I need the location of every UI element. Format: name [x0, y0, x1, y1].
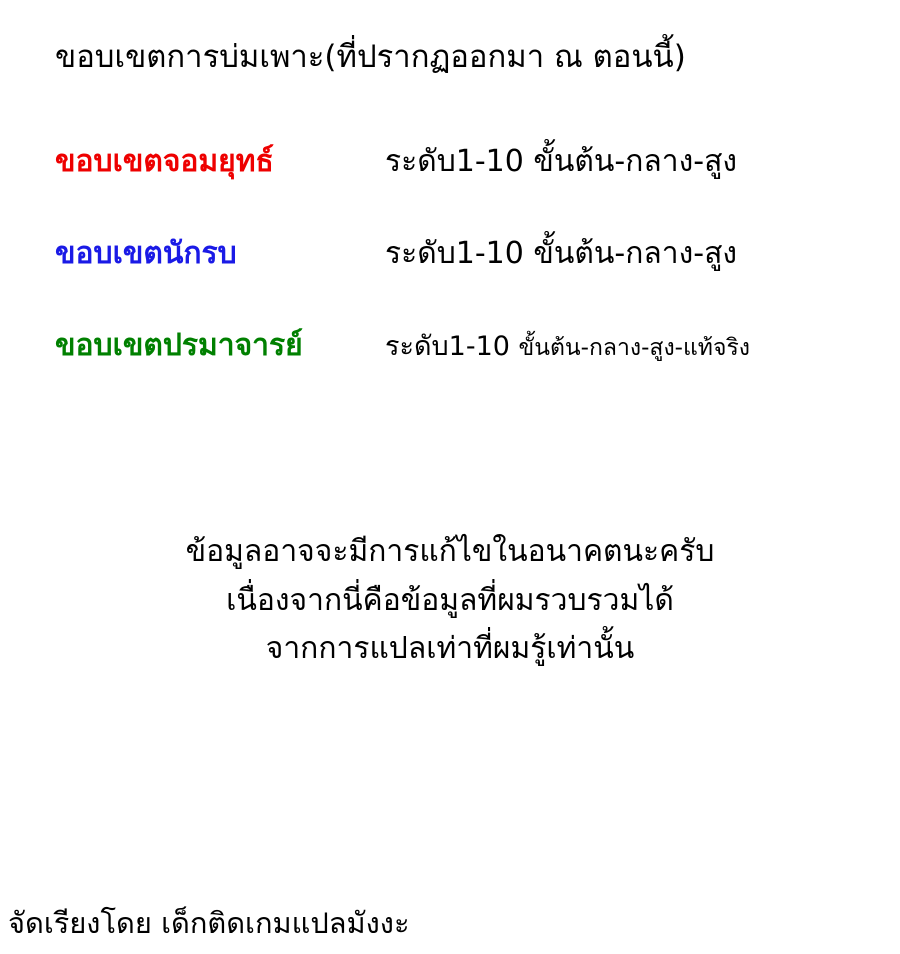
scope-name-warrior-master: ขอบเขตจอมยุทธ์: [55, 144, 274, 179]
scope-name-fighter: ขอบเขตนักรบ: [55, 236, 237, 271]
note-line-2: เนื่องจากนี่คือข้อมูลที่ผมรวบรวมได้: [226, 582, 674, 618]
scope-name-grandmaster: ขอบเขตปรมาจารย์: [55, 328, 303, 363]
scope-detail-grandmaster-tail: ขั้นต้น-กลาง-สูง-แท้จริง: [518, 335, 751, 361]
scope-list: [55, 138, 885, 414]
note-line-3: จากการแปลเท่าที่ผมรู้เท่านั้น: [265, 631, 635, 667]
scope-detail-fighter: ระดับ1-10 ขั้นต้น-กลาง-สูง: [385, 236, 738, 271]
credit-line: จัดเรียงโดย เด็กติดเกมแปลมังงะ: [8, 906, 410, 940]
scope-detail-grandmaster: [385, 324, 750, 367]
scope-detail-warrior-master: ระดับ1-10 ขั้นต้น-กลาง-สูง: [385, 144, 738, 179]
note-line-1: ข้อมูลอาจจะมีการแก้ไขในอนาคตนะครับ: [185, 534, 715, 569]
scope-detail-grandmaster-main: ระดับ1-10: [385, 331, 519, 362]
note-block: [0, 528, 900, 674]
scope-row: [55, 322, 885, 414]
page-title: ขอบเขตการบ่มเพาะ(ที่ปรากฏออกมา ณ ตอนนี้): [55, 39, 686, 75]
scope-row: [55, 230, 885, 322]
scope-row: [55, 138, 885, 230]
